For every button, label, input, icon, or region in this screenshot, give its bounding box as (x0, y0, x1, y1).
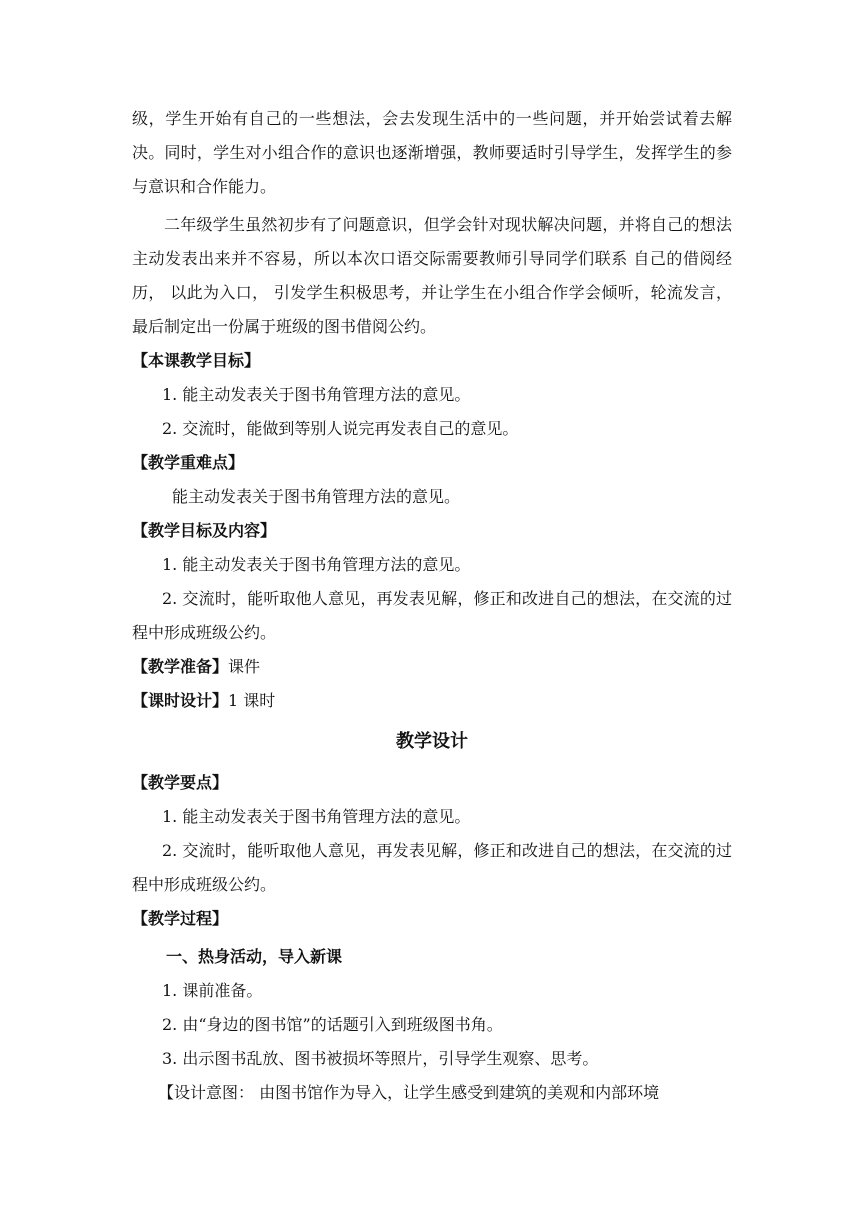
hours-line (132, 684, 732, 718)
prep-heading: 【教学准备】 (132, 657, 229, 676)
process-heading: 【教学过程】 (132, 909, 229, 928)
prep-line (132, 650, 732, 684)
key-points-heading: 【教学重难点】 (132, 453, 245, 472)
objectives-heading: 【教学目标及内容】 (132, 521, 277, 540)
key-points-text: 能主动发表关于图书角管理方法的意见。 (172, 487, 461, 506)
design-title: 教学设计 (396, 731, 468, 752)
design-intent-note: 【设计意图： 由图书馆作为导入，让学生感受到建筑的美观和内部环境 (158, 1083, 660, 1102)
hours-value: 1 课时 (228, 691, 276, 710)
goals-heading: 【本课教学目标】 (132, 351, 261, 370)
essential-item-2: 2. 交流时，能听取他人意见，再发表见解，修正和改进自己的想法，在交流的过程中形成班级公约。 (132, 841, 732, 894)
intro-paragraph-2: 二年级学生虽然初步有了问题意识，但学会针对现状解决问题，并将自己的想法主动发表出来并不容易，所以本次口语交际需要教师引导同学们联系 自己的借阅经历， 以此为入口， 引发学生积极思考，并让学生在小组合作学会倾听，轮流发言，最后制定出一份属于班级的图书借阅公约。 (132, 215, 732, 336)
document-body (132, 102, 732, 1110)
objective-item-1: 1. 能主动发表关于图书角管理方法的意见。 (162, 555, 471, 574)
objective-item-2: 2. 交流时，能听取他人意见，再发表见解，修正和改进自己的想法，在交流的过程中形成班级公约。 (132, 589, 732, 642)
essentials-heading: 【教学要点】 (132, 773, 229, 792)
essential-item-1: 1. 能主动发表关于图书角管理方法的意见。 (162, 807, 471, 826)
process-step-2: 2. 由“身边的图书馆”的话题引入到班级图书角。 (162, 1015, 503, 1034)
goal-item-2: 2. 交流时，能做到等别人说完再发表自己的意见。 (162, 419, 519, 438)
process-step-1: 1. 课前准备。 (162, 981, 263, 1000)
process-step-3: 3. 出示图书乱放、图书被损坏等照片，引导学生观察、思考。 (162, 1049, 599, 1068)
hours-heading: 【课时设计】 (132, 691, 229, 710)
goal-item-1: 1. 能主动发表关于图书角管理方法的意见。 (162, 385, 471, 404)
intro-paragraph-1: 级，学生开始有自己的一些想法，会去发现生活中的一些问题，并开始尝试着去解决。同时，学生对小组合作的意识也逐渐增强，教师要适时引导学生，发挥学生的参与意识和合作能力。 (132, 109, 732, 196)
prep-value: 课件 (228, 657, 261, 676)
process-section-1: 一、热身活动，导入新课 (166, 947, 343, 966)
